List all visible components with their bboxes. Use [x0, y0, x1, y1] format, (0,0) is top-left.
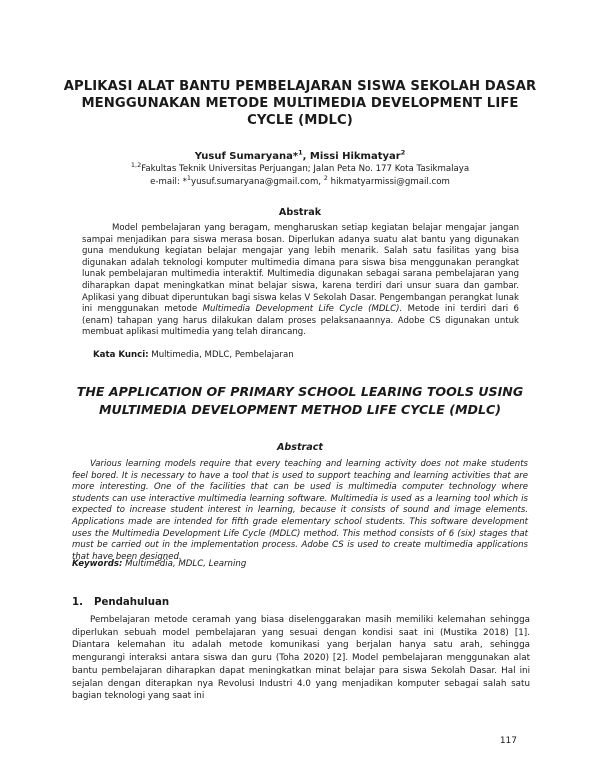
abstrak-body-pre: Model pembelajaran yang beragam, mengharuskan setiap kegiatan belajar mengajar jangan sampai menjadikan para siswa merasa bosan. Diperlukan adanya suatu alat bantu yang digunakan guna mendukung kegiatan belajar mengajar yang lebih menarik. Salah satu fasilitas yang bisa digunakan adalah teknologi komputer multimedia dimana para siswa bisa menggunakan perangkat lunak pembelajaran multimedia interaktif. Multimedia digunakan sebagai sarana pembelajaran yang diharapkan dapat meningkatkan minat belajar siswa, karena terdiri dari unsur suara dan gambar. Aplikasi yang dibuat diperuntukan bagi siswa kelas V Sekolah Dasar. Pengembangan perangkat lunak ini menggunakan metode	[82, 223, 519, 315]
section-title: Pendahuluan	[94, 597, 170, 608]
affiliation-text: Fakultas Teknik Universitas Perjuangan; Jalan Peta No. 177 Kota Tasikmalaya	[141, 164, 470, 174]
email-sup-1: 1	[186, 174, 192, 183]
keywords-label: Keywords:	[72, 559, 123, 569]
section-number: 1.	[72, 597, 83, 608]
paper-title: APLIKASI ALAT BANTU PEMBELAJARAN SISWA SEKOLAH DASAR MENGGUNAKAN METODE MULTIMEDIA DEVELOPMENT LIFE CYCLE (MDLC)	[63, 79, 537, 128]
author-2-sup: 2	[400, 148, 406, 157]
section-heading	[72, 597, 169, 608]
kata-kunci-value: Multimedia, MDLC, Pembelajaran	[148, 350, 294, 360]
abstrak-body-post: Metode ini terdiri dari 6 (enam) tahapan yang harus dilakukan dalam proses pelaksanaannya. Adobe CS digunakan untuk membuat aplikasi multimedia yang telah dirancang.	[82, 304, 519, 338]
author-separator: ,	[302, 151, 310, 162]
author-1-name: Yusuf Sumaryana*	[194, 151, 299, 162]
email-sup-2: 2	[323, 174, 328, 183]
kata-kunci-label: Kata Kunci:	[93, 350, 149, 360]
keywords-value: Multimedia, MDLC, Learning	[122, 559, 247, 569]
keywords	[72, 558, 528, 570]
author-2-name: Missi Hikmatyar	[309, 151, 401, 162]
email-prefix: e-mail: *	[150, 177, 187, 187]
english-title: THE APPLICATION OF PRIMARY SCHOOL LEARING TOOLS USING MULTIMEDIA DEVELOPMENT METHOD LIFE CYCLE (MDLC)	[76, 384, 524, 417]
affiliation	[70, 163, 530, 175]
email-1: yusuf.sumaryana@gmail.com,	[191, 177, 324, 187]
abstrak-body-italic: Multimedia Development Life Cycle (MDLC).	[202, 304, 403, 315]
email-line	[70, 176, 530, 188]
abstract-body: Various learning models require that every teaching and learning activity does not make students feel bored. It is necessary to have a tool that is used to support teaching and learning activities that are more interesting. One of the facilities that can be used is multimedia computer technology where students can use interactive multimedia learning software. Multimedia is used as a learning tool which is expected to increase student interest in learning, because it consists of sound and image elements. Applications made are intended for fifth grade elementary school students. This software development uses the Multimedia Development Life Cycle (MDLC) method. This method consists of 6 (six) stages that must be carried out in the implementation process. Adobe CS is used to create multimedia applications that have been designed.	[72, 459, 528, 562]
page-number: 117	[499, 736, 517, 746]
author-1-sup: 1	[298, 148, 303, 157]
kata-kunci	[93, 349, 523, 361]
abstract-heading: Abstract	[276, 442, 324, 453]
abstrak-heading: Abstrak	[278, 207, 322, 218]
section-body: Pembelajaran metode ceramah yang biasa diselenggarakan masih memiliki kelemahan sehingga diperlukan sebuah model pembelajaran yang sesuai dengan kondisi saat ini (Mustika 2018) [1]. Diantara kelemahan itu adalah metode komunikasi yang berjalan hanya satu arah, sehingga mengurangi interaksi antara siswa dan guru (Toha 2020) [2]. Model pembelajaran menggunakan alat bantu pembelajaran diharapkan dapat meningkatkan minat belajar para siswa Sekolah Dasar. Hal ini sejalan dengan diterapkan nya Revolusi Industri 4.0 yang menjadikan komputer sebagai salah satu bagian teknologi yang saat ini	[72, 615, 530, 702]
affiliation-sup: 1,2	[130, 161, 142, 170]
email-2: hikmatyarmissi@gmail.com	[327, 177, 450, 187]
abstrak-body	[82, 223, 519, 339]
